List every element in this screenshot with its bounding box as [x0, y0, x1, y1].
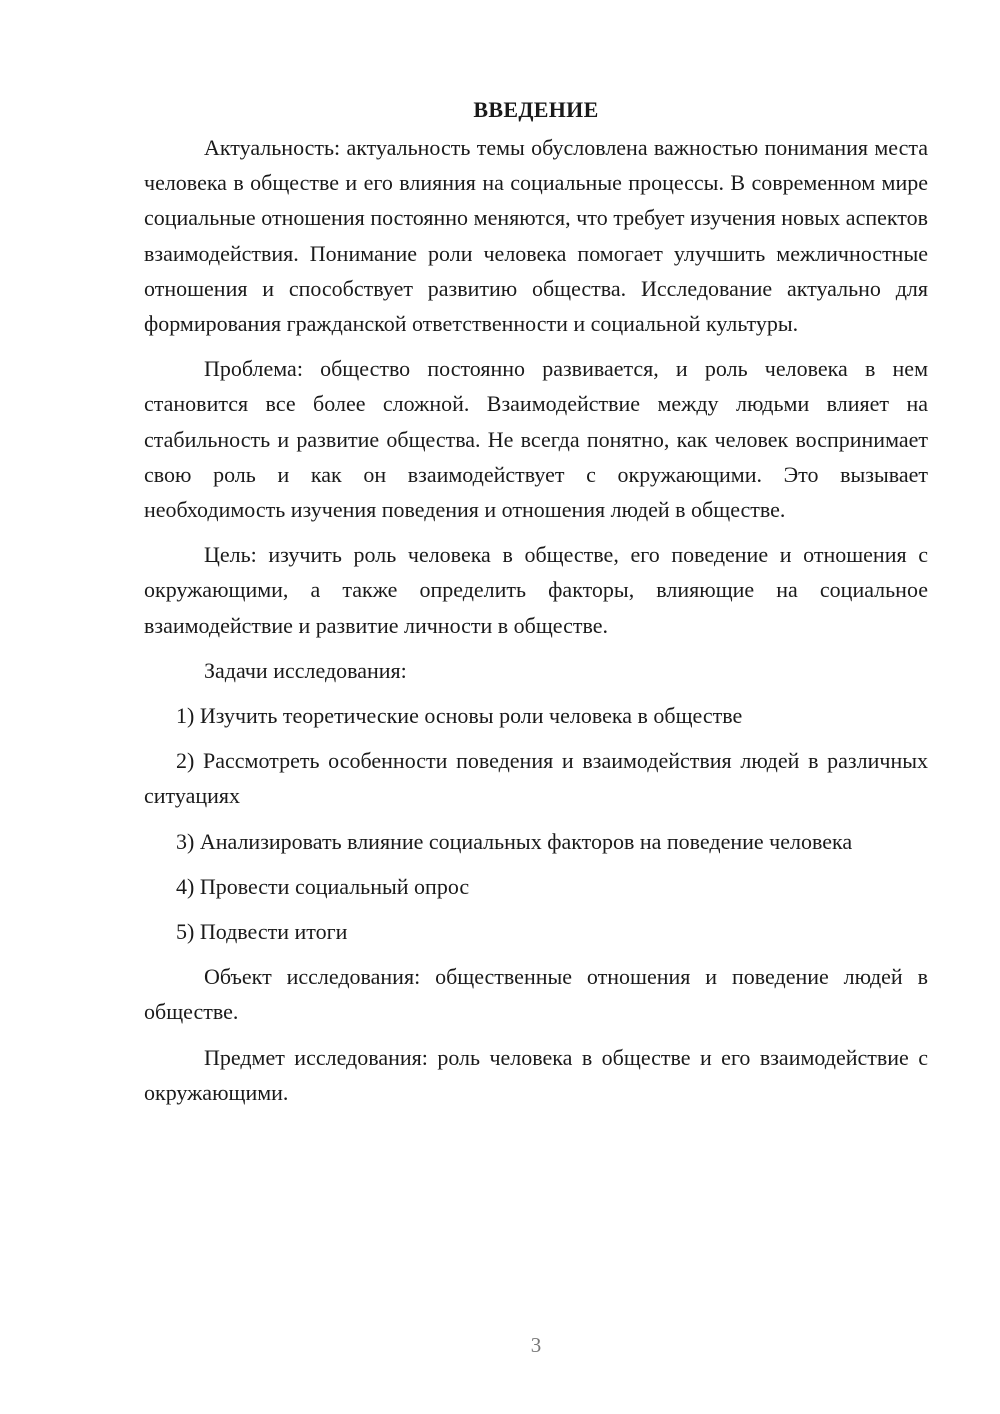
object-paragraph: Объект исследования: общественные отношения и поведение людей в обществе. — [144, 964, 928, 1025]
subject-paragraph: Предмет исследования: роль человека в обществе и его взаимодействие с окружающими. — [144, 1044, 928, 1105]
page-title: ВВЕДЕНИЕ — [473, 97, 599, 122]
task-item: 2) Рассмотреть особенности поведения и взаимодействия людей в различных ситуациях — [144, 748, 928, 809]
document-page — [144, 92, 928, 1110]
task-item: 5) Подвести итоги — [176, 919, 348, 945]
task-item: 3) Анализировать влияние социальных факторов на поведение человека — [176, 828, 853, 854]
tasks-list — [144, 698, 928, 949]
task-item: 4) Провести социальный опрос — [176, 873, 470, 899]
relevance-paragraph: Актуальность: актуальность темы обусловлена важностью понимания места человека в обществе и его влияния на социальные процессы. В современном мире социальные отношения постоянно меняются, что требует изучения новых аспектов взаимодействия. Понимание роли человека помогает улучшить межличностные отношения и способствует развитию общества. Исследование актуально для формирования гражданской ответственности и социальной культуры. — [144, 135, 928, 337]
problem-paragraph: Проблема: общество постоянно развивается, и роль человека в нем становится все более сложной. Взаимодействие между людьми влияет на стабильность и развитие общества. Не всегда понятно, как человек воспринимает свою роль и как он взаимодействует с окружающими. Это вызывает необходимость изучения поведения и отношения людей в обществе. — [144, 356, 928, 523]
goal-paragraph: Цель: изучить роль человека в обществе, его поведение и отношения с окружающими, а также определить факторы, влияющие на социальное взаимодействие и развитие личности в обществе. — [144, 542, 928, 638]
page-number: 3 — [530, 1333, 542, 1357]
tasks-heading: Задачи исследования: — [204, 657, 407, 683]
task-item: 1) Изучить теоретические основы роли человека в обществе — [176, 703, 743, 729]
